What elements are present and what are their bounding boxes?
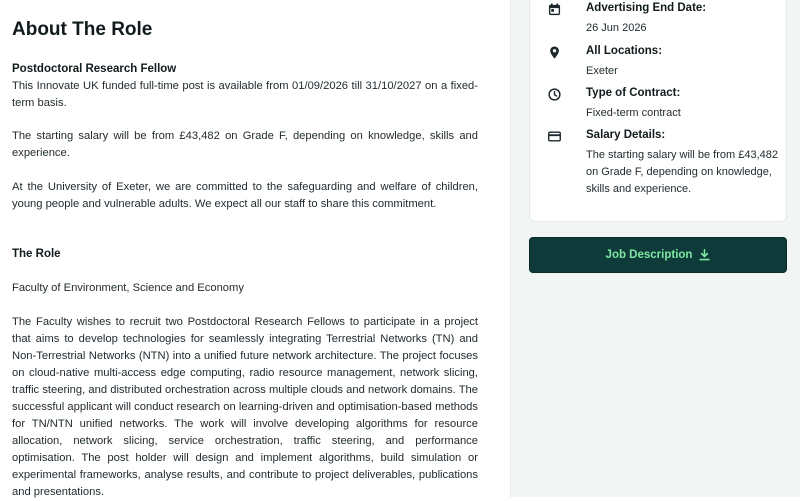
page-title: About The Role bbox=[12, 19, 153, 40]
salary-details-label: Salary Details: bbox=[586, 129, 666, 141]
safeguarding-paragraph: At the University of Exeter, we are committed to the safeguarding and welfare of children, young people and vulnerable adults. We expect all our staff to share this commitment. bbox=[12, 181, 478, 210]
clock-icon bbox=[548, 88, 561, 101]
advertising-end-date-value: 26 Jun 2026 bbox=[586, 22, 647, 34]
credit-card-icon bbox=[548, 130, 561, 143]
advertising-end-date-label: Advertising End Date: bbox=[586, 2, 707, 14]
role-description-paragraph: The Faculty wishes to recruit two Postdoctoral Research Fellows to participate in a project that aims to develop technologies for seamlessly integrating Terrestrial Networks (TN) and Non-Terrestrial Networks (NTN) into a unified future network architecture. The project focuses on cloud-native multi-access edge computing, radio resource management, network slicing, traffic steering, and distributed orchestration across multiple clouds and network domains. The successful applicant will conduct research on learning-driven and optimisation-based methods for TN/NTN unified networks. The work will involve developing algorithms for resource allocation, network slicing, service orchestration, traffic steering, and performance optimisation. The post holder will design and implement algorithms, build simulation or experimental frameworks, analyse results, and contribute to project deliverables, publications and presentations. bbox=[12, 316, 478, 498]
salary-paragraph: The starting salary will be from £43,482 on Grade F, depending on knowledge, skills and experience. bbox=[12, 130, 478, 159]
job-sidebar bbox=[510, 0, 800, 497]
type-of-contract-value: Fixed-term contract bbox=[586, 107, 681, 119]
job-details-card bbox=[529, 0, 787, 222]
post-title: Postdoctoral Research Fellow bbox=[12, 63, 177, 75]
job-description-label: Job Description bbox=[605, 249, 693, 261]
all-locations-value: Exeter bbox=[586, 65, 618, 77]
location-pin-icon bbox=[548, 46, 561, 59]
job-description-button[interactable] bbox=[529, 237, 787, 273]
type-of-contract-label: Type of Contract: bbox=[586, 87, 681, 99]
role-heading: The Role bbox=[12, 248, 61, 260]
download-icon bbox=[699, 249, 710, 261]
availability-paragraph: This Innovate UK funded full-time post is available from 01/09/2026 till 31/10/2027 on a fixed-term basis. bbox=[12, 80, 478, 109]
salary-details-value: The starting salary will be from £43,482 on Grade F, depending on knowledge, skills and experience. bbox=[586, 149, 778, 195]
calendar-icon bbox=[548, 3, 561, 16]
faculty-name: Faculty of Environment, Science and Economy bbox=[12, 282, 244, 294]
all-locations-label: All Locations: bbox=[586, 45, 663, 57]
